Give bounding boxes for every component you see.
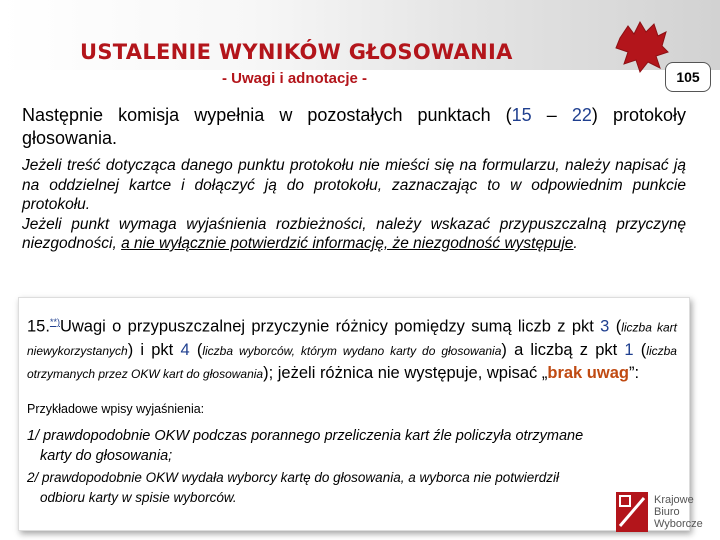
footnote-marker: **) bbox=[49, 317, 60, 327]
org-line-2: Biuro bbox=[654, 506, 680, 518]
example-1-text: prawdopodobnie OKW podczas porannego przeliczenia kart źle policzyła otrzymane bbox=[39, 428, 584, 444]
pkt1-desc: liczba otrzymanych przez OKW kart do głosowania bbox=[27, 343, 677, 381]
org-line-3: Wyborcze bbox=[654, 518, 703, 530]
point-text: ( bbox=[609, 317, 622, 336]
point-number: 15. bbox=[27, 317, 50, 336]
pkt3-ref: 3 bbox=[600, 317, 610, 336]
example-1-number: 1/ bbox=[27, 428, 40, 444]
notes-block bbox=[22, 156, 686, 254]
example-1-first-line bbox=[27, 426, 677, 446]
note-paragraph: Jeżeli treść dotycząca danego punktu protokołu nie mieści się na formularzu, należy napisać ją na oddzielnej kartce i dołączyć ją do protokołu, zaznaczając to w odpowiednim punkcie protokołu. bbox=[22, 157, 686, 213]
note-text: Jeżeli punkt wymaga wyjaśnienia rozbieżności, należy wskazać przypuszczalną przyczynę niezgodności, bbox=[22, 215, 686, 252]
pkt4-desc: liczba wyborców, którym wydano karty do głosowania bbox=[202, 343, 502, 358]
org-line-1: Krajowe bbox=[654, 494, 694, 506]
point-text: ); jeżeli różnica nie występuje, wpisać „ bbox=[263, 363, 548, 382]
point-text: ) a liczbą z pkt bbox=[501, 340, 625, 359]
point-text: ”: bbox=[628, 363, 640, 382]
page-number: 105 bbox=[665, 62, 711, 92]
example-1 bbox=[27, 426, 677, 466]
example-1-continuation: karty do głosowania; bbox=[40, 448, 173, 464]
pkt4-ref: 4 bbox=[180, 340, 190, 359]
eagle-emblem-icon bbox=[610, 18, 672, 74]
lead-num-start: 15 bbox=[511, 105, 532, 125]
example-2 bbox=[27, 468, 677, 508]
kbw-org-name bbox=[654, 494, 703, 530]
page-title: USTALENIE WYNIKÓW GŁOSOWANIA bbox=[80, 40, 513, 64]
pkt1-ref: 1 bbox=[624, 340, 634, 359]
example-2-number: 2/ bbox=[27, 470, 39, 485]
lead-num-end: 22 bbox=[571, 105, 592, 125]
lead-text: Następnie komisja wypełnia w pozostałych punktach ( bbox=[22, 105, 512, 125]
point-text: ( bbox=[633, 340, 647, 359]
pkt3-desc: liczba kart niewykorzystanych bbox=[27, 320, 677, 358]
page-subtitle: - Uwagi i adnotacje - bbox=[222, 70, 368, 87]
lead-text-end: ) protokoły głosowania. bbox=[22, 105, 686, 148]
form-point-card bbox=[18, 297, 690, 531]
point-15-text bbox=[27, 311, 677, 385]
point-text: Uwagi o przypuszczalnej przyczynie różnicy pomiędzy sumą liczb z pkt bbox=[59, 317, 601, 336]
lead-paragraph bbox=[22, 104, 686, 150]
example-2-continuation: odbioru karty w spisie wyborców. bbox=[40, 490, 237, 505]
point-text: ( bbox=[189, 340, 203, 359]
note-underlined: a nie wyłącznie potwierdzić informację, że niezgodność występuje bbox=[121, 235, 574, 252]
point-text: ) i pkt bbox=[127, 340, 181, 359]
examples-label: Przykładowe wpisy wyjaśnienia: bbox=[27, 402, 205, 416]
lead-dash: – bbox=[531, 105, 572, 125]
note-end: . bbox=[573, 235, 578, 252]
example-2-first-line bbox=[27, 468, 677, 488]
brak-uwag-text: brak uwag bbox=[547, 363, 629, 382]
note-paragraph-discrepancy bbox=[22, 215, 686, 254]
kbw-logo-icon bbox=[616, 492, 648, 532]
example-2-text: prawdopodobnie OKW wydała wyborcy kartę do głosowania, a wyborca nie potwierdził bbox=[38, 470, 560, 485]
